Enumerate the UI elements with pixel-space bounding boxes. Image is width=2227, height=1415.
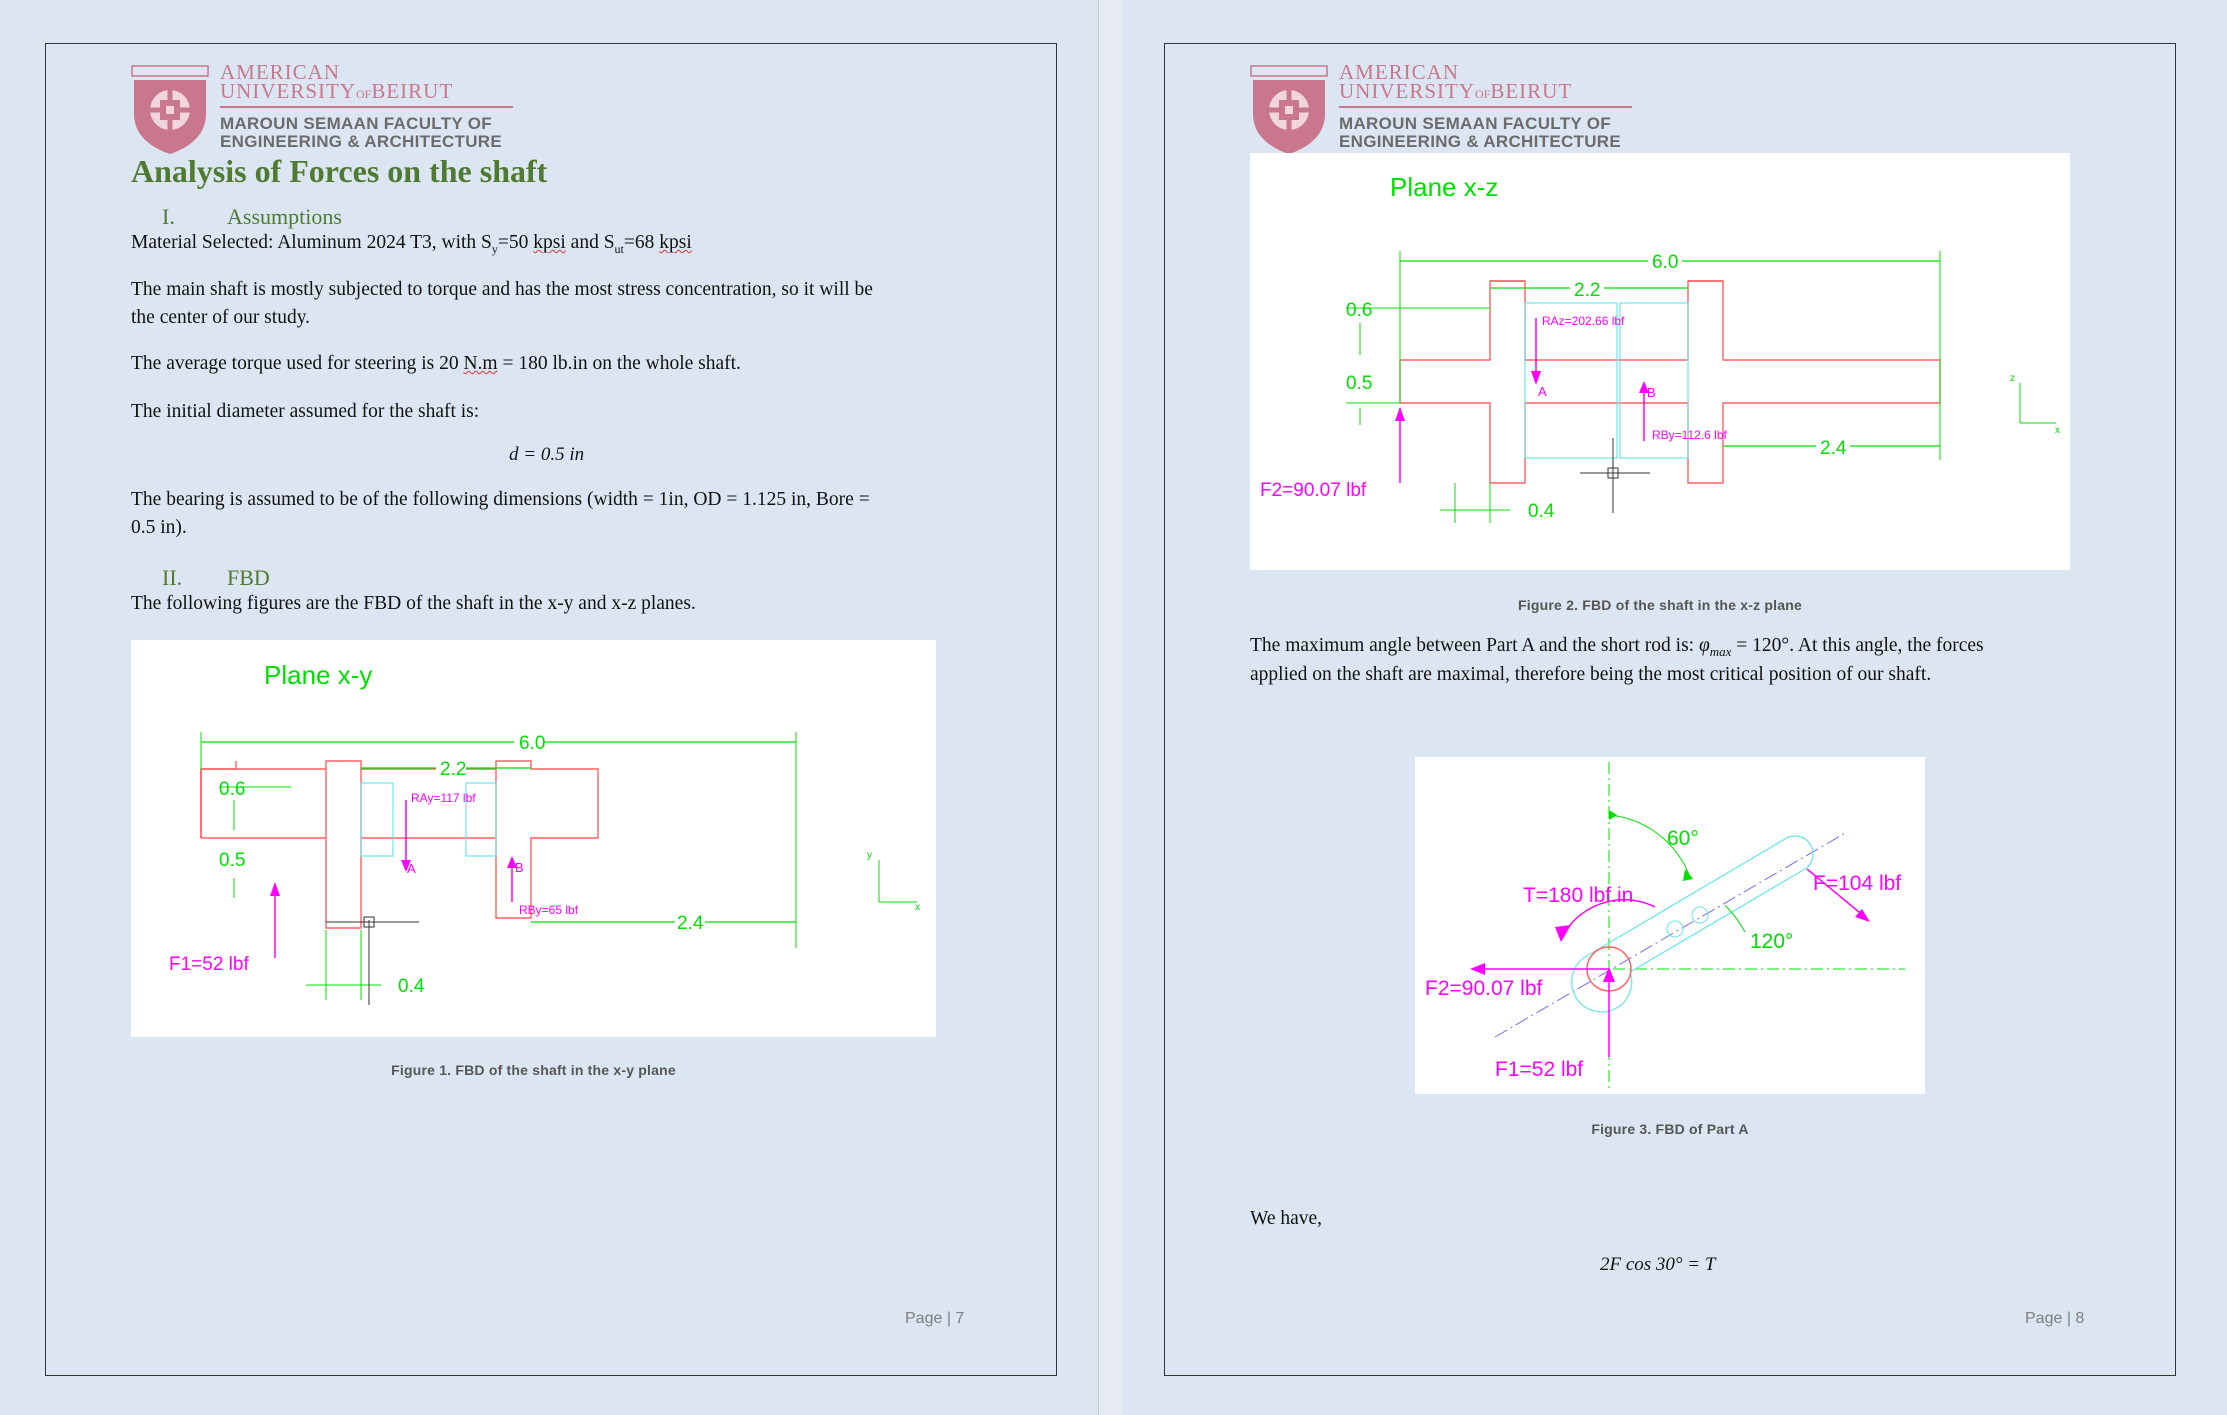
header-rule bbox=[220, 106, 513, 108]
dim-6-0: 6.0 bbox=[519, 733, 546, 754]
dim-0-6: 0.6 bbox=[1346, 300, 1373, 321]
dim-6-0: 6.0 bbox=[1652, 252, 1679, 273]
page-7 bbox=[0, 0, 1098, 1415]
page-number: Page | 8 bbox=[2025, 1310, 2085, 1327]
figure-2-title: Plane x-z bbox=[1390, 172, 1499, 202]
header-line-4: ENGINEERING & ARCHITECTURE bbox=[1339, 132, 1622, 151]
header-rule bbox=[1339, 106, 1632, 108]
dim-2-2: 2.2 bbox=[1574, 280, 1601, 301]
paragraph-1-line-1: The main shaft is mostly subjected to torque and has the most stress concentration, so it will be bbox=[131, 279, 873, 300]
header-line-1: AMERICAN bbox=[1339, 60, 1460, 84]
paragraph-1-line-2: the center of our study. bbox=[131, 307, 311, 328]
figure-3-caption: Figure 3. FBD of Part A bbox=[1591, 1121, 1749, 1137]
aub-shield-logo bbox=[1249, 64, 1329, 156]
angle-120: 120° bbox=[1750, 930, 1794, 953]
figure-1-fbd-xy bbox=[131, 640, 936, 1037]
paragraph-2: The average torque used for steering is 20 N.m = 180 lb.in on the whole shaft. bbox=[131, 353, 741, 374]
torque-label: T=180 lbf.in bbox=[1523, 884, 1634, 907]
paragraph-4-line-2: 0.5 in). bbox=[131, 517, 187, 538]
figure-3-fbd-part-a bbox=[1415, 757, 1925, 1094]
paragraph-5: The following figures are the FBD of the shaft in the x-y and x-z planes. bbox=[131, 593, 696, 614]
f2-label: F2=90.07 lbf bbox=[1425, 977, 1543, 1000]
raz-label: RAz=202.66 lbf bbox=[1542, 314, 1625, 328]
paragraph-angle-line-1: The maximum angle between Part A and the short rod is: $\varphi_{max} = 120^\circ$. At this angle, the forces bbox=[1250, 635, 1984, 659]
figure-1-title: Plane x-y bbox=[264, 660, 373, 690]
f1-label: F1=52 lbf bbox=[1495, 1058, 1584, 1081]
dim-2-4: 2.4 bbox=[677, 913, 704, 934]
aub-header bbox=[1249, 62, 1669, 157]
figure-2-fbd-xz bbox=[1250, 153, 2070, 570]
point-b-label: B bbox=[515, 860, 524, 875]
paragraph-4-line-1: The bearing is assumed to be of the following dimensions (width = 1in, OD = 1.125 in, Bore = bbox=[131, 489, 870, 510]
axis-x-label: x bbox=[915, 902, 920, 913]
material-line: Material Selected: Aluminum 2024 T3, with $S_y=50$ kpsi and $S_{ut}=68$ kpsi bbox=[131, 232, 692, 256]
header-line-2: UNIVERSITYOFBEIRUT bbox=[220, 79, 454, 103]
page-title: Analysis of Forces on the shaft bbox=[131, 153, 548, 189]
dim-0-5: 0.5 bbox=[219, 850, 246, 871]
rby-label: RBy=112.6 lbf bbox=[1652, 428, 1727, 442]
point-a-label: A bbox=[1538, 384, 1547, 399]
angle-60: 60° bbox=[1667, 827, 1699, 850]
page-gap bbox=[1098, 0, 1124, 1415]
figure-1-caption: Figure 1. FBD of the shaft in the x-y plane bbox=[391, 1062, 676, 1078]
paragraph-we-have: We have, bbox=[1250, 1208, 1323, 1229]
f1-label: F1=52 lbf bbox=[169, 954, 249, 975]
figure-2-caption: Figure 2. FBD of the shaft in the x-z plane bbox=[1518, 597, 1802, 613]
equation-torque: 2F cos 30° = T bbox=[1600, 1254, 1716, 1275]
header-line-4: ENGINEERING & ARCHITECTURE bbox=[220, 132, 503, 151]
aub-header bbox=[130, 62, 550, 157]
dim-0-4: 0.4 bbox=[1528, 501, 1555, 522]
point-b-label: B bbox=[1647, 385, 1656, 400]
f-label: F=104 lbf bbox=[1813, 872, 1902, 895]
header-line-3: MAROUN SEMAAN FACULTY OF bbox=[220, 114, 492, 133]
ray-label: RAy=117 lbf bbox=[411, 791, 476, 805]
paragraph-angle-line-2: applied on the shaft are maximal, therefore being the most critical position of our shaft. bbox=[1250, 664, 1932, 685]
paragraph-3: The initial diameter assumed for the shaft is: bbox=[131, 401, 480, 422]
dim-0-4: 0.4 bbox=[398, 976, 425, 997]
header-line-2: UNIVERSITYOFBEIRUT bbox=[1339, 79, 1573, 103]
axis-y-label: y bbox=[867, 850, 872, 861]
dim-2-4: 2.4 bbox=[1820, 438, 1847, 459]
dim-0-6: 0.6 bbox=[219, 779, 246, 800]
header-line-1: AMERICAN bbox=[220, 60, 341, 84]
page-number: Page | 7 bbox=[905, 1310, 965, 1327]
aub-shield-logo bbox=[130, 64, 210, 156]
section-2-title: FBD bbox=[227, 565, 270, 590]
axis-x-label: x bbox=[2055, 425, 2060, 436]
part-a-outline bbox=[1572, 836, 1813, 1012]
axis-z-label: z bbox=[2010, 373, 2015, 384]
header-line-3: MAROUN SEMAAN FACULTY OF bbox=[1339, 114, 1611, 133]
page-8 bbox=[1122, 0, 2227, 1415]
shaft-outline bbox=[1400, 281, 1940, 483]
dim-2-2: 2.2 bbox=[440, 759, 467, 780]
section-2-number: II. bbox=[162, 565, 183, 590]
point-a-label: A bbox=[407, 861, 416, 876]
dim-0-5: 0.5 bbox=[1346, 373, 1373, 394]
section-1-title: Assumptions bbox=[227, 204, 342, 229]
equation-diameter: d = 0.5 in bbox=[509, 444, 585, 465]
f2-label: F2=90.07 lbf bbox=[1260, 480, 1367, 501]
rby-label: RBy=65 lbf bbox=[519, 903, 579, 917]
section-1-number: I. bbox=[162, 204, 175, 229]
